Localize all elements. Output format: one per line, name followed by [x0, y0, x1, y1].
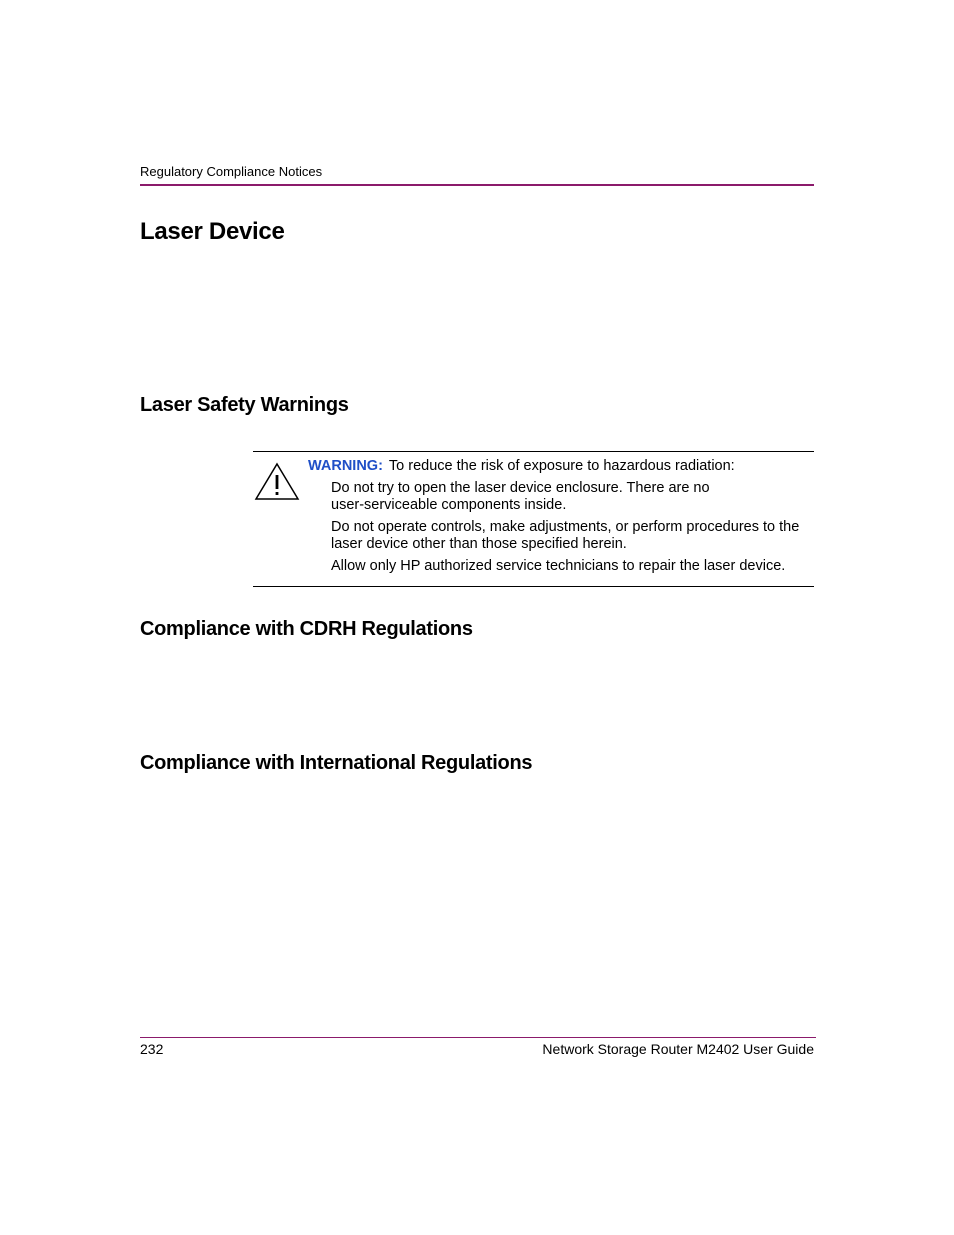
- warning-label: WARNING:: [308, 458, 383, 474]
- page-number: 232: [140, 1041, 164, 1057]
- heading-compliance-cdrh: Compliance with CDRH Regulations: [140, 618, 473, 640]
- warning-lead-text: To reduce the risk of exposure to hazardous radiation:: [388, 458, 735, 474]
- warning-item: Allow only HP authorized service technicians to repair the laser device.: [331, 558, 786, 574]
- warning-item: Do not operate controls, make adjustments, or perform procedures to the laser device other than those specified herein.: [331, 519, 800, 552]
- page-title: Laser Device: [140, 218, 285, 245]
- warning-box: [253, 451, 814, 587]
- footer-doc-title: Network Storage Router M2402 User Guide: [542, 1041, 814, 1057]
- heading-compliance-international: Compliance with International Regulations: [140, 752, 533, 774]
- heading-laser-safety-warnings: Laser Safety Warnings: [140, 394, 349, 416]
- warning-lead: [308, 457, 735, 475]
- warning-item: Do not try to open the laser device enclosure. There are no user-serviceable components inside.: [331, 480, 710, 513]
- warning-triangle-icon: [254, 461, 300, 501]
- header-rule: [140, 184, 814, 186]
- running-header: Regulatory Compliance Notices: [140, 164, 323, 179]
- footer-rule: [140, 1037, 816, 1038]
